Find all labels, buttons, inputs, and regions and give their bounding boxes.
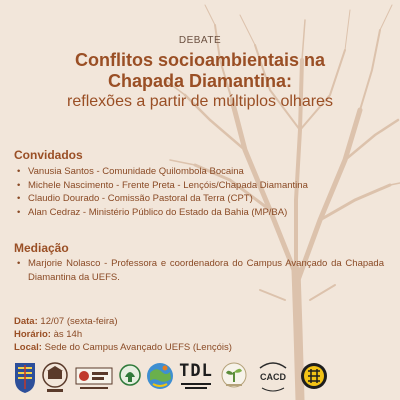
title-line-2: Chapada Diamantina: [107, 71, 293, 91]
mediator-item: • Marjorie Nolasco - Professora e coordenadora do Campus Avançado da Chapada Diamantina da UEFS. [14, 257, 384, 284]
event-title [0, 50, 400, 92]
mediation-heading: Mediação [14, 241, 69, 255]
mediation-list [14, 257, 384, 284]
time-label: Horário: [14, 329, 51, 340]
guest-item: • Vanusia Santos - Comunidade Quilombola Bocaina [14, 165, 394, 179]
institute-logo [74, 360, 114, 394]
date-label: Data: [14, 316, 38, 327]
time-value: às 14h [53, 329, 83, 340]
tdl-logo-underline [185, 387, 207, 389]
guest-item: • Alan Cedraz - Ministério Público do Estado da Bahia (MP/BA) [14, 206, 394, 220]
cacd-logo-text: CACD [260, 372, 286, 382]
event-time [14, 328, 82, 341]
guests-heading: Convidados [14, 148, 83, 162]
date-value: 12/07 (sexta-feira) [40, 316, 118, 327]
place-label: Local: [14, 342, 42, 353]
guest-item: • Michele Nascimento - Frente Preta - Lençóis/Chapada Diamantina [14, 179, 394, 193]
event-subtitle: reflexões a partir de múltiplos olhares [67, 93, 333, 110]
title-line-1: Conflitos socioambientais na [74, 50, 326, 70]
green-emblem-logo [118, 360, 142, 394]
guest-item: • Claudio Dourado - Comissão Pastoral da Terra (CPT) [14, 192, 394, 206]
event-date [14, 315, 118, 328]
yellow-badge-logo [300, 360, 328, 394]
sponsor-logos [0, 360, 400, 396]
event-location [14, 341, 232, 354]
guests-list [14, 165, 394, 219]
tdl-logo-text: TDL [179, 361, 213, 381]
place-value: Sede do Campus Avançado UEFS (Lençóis) [44, 342, 232, 353]
tdl-logo [178, 360, 214, 394]
tdl-logo-underline [181, 383, 211, 385]
cacd-logo [256, 360, 290, 394]
colorful-globe-logo [146, 360, 174, 394]
green-sprout-logo [218, 360, 250, 394]
building-seal-logo [42, 360, 68, 394]
university-crest-logo [14, 360, 36, 394]
event-type: DEBATE [178, 35, 222, 46]
